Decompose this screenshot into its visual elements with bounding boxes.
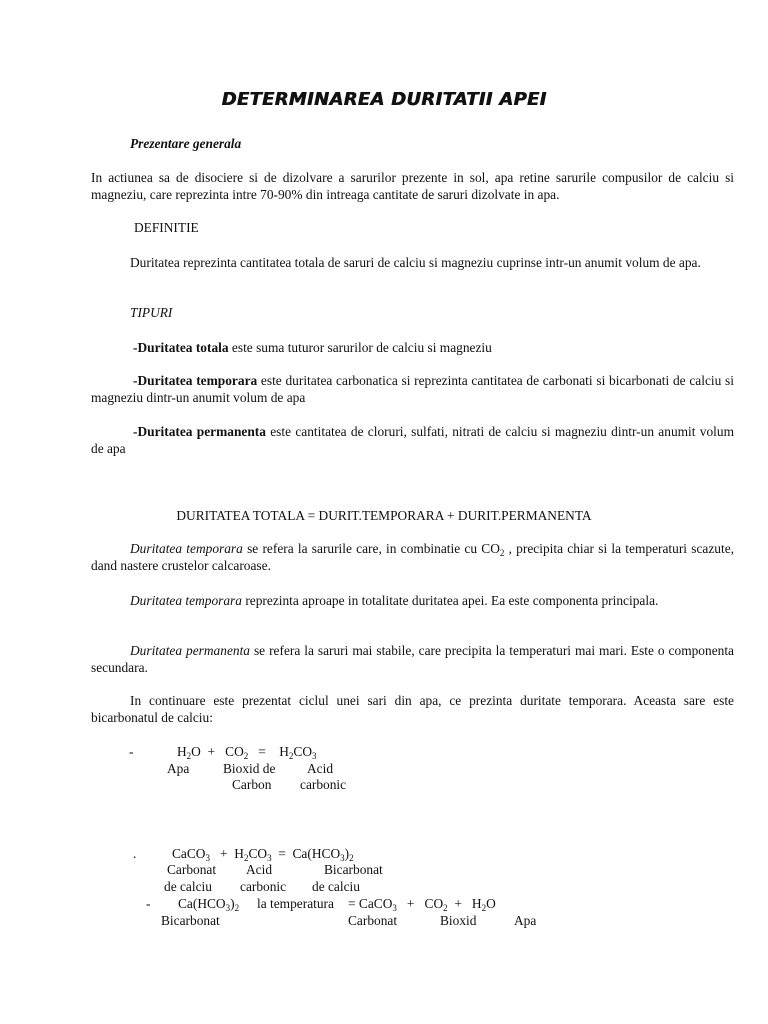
definition-paragraph: Duritatea reprezinta cantitatea totala de saruri de calciu si magneziu cuprinse intr-un anumit volum de apa.	[130, 255, 701, 270]
section-heading-definition: DEFINITIE	[134, 220, 199, 235]
reaction-label: Carbonat	[348, 913, 398, 928]
note-term: Duritatea permanenta	[130, 643, 250, 658]
intro-paragraph: In actiunea sa de disociere si de dizolvare a sarurilor prezente in sol, apa retine sarurile compusilor de calciu si magneziu, care reprezinta intre 70-90% din intreaga cantitate de saruri dizolvate in apa.	[91, 170, 734, 202]
reaction-label: carbonic	[240, 879, 287, 894]
reaction-label: Carbon	[232, 777, 272, 792]
note-paragraph-2: Duritatea temporara reprezinta aproape in totalitate duritatea apei. Ea este componenta principala.	[130, 593, 659, 608]
type-item-permanenta	[91, 424, 734, 457]
reaction-equation: CaCO$_3$ + $H_2CO_3 = Ca(HCO_3)_2$	[172, 846, 354, 863]
type-item-temporara	[91, 373, 734, 406]
reaction-label: Acid	[307, 761, 334, 776]
reaction-label: Bioxid de	[223, 761, 276, 776]
type-term: -Duritatea permanenta	[133, 424, 266, 439]
reaction-label: Apa	[167, 761, 190, 776]
reaction-label: Carbonat	[167, 862, 217, 877]
section-heading-intro: Prezentare generala	[130, 136, 242, 151]
reaction-reactant: $Ca(HCO_3)_2$	[178, 896, 240, 913]
reaction-bullet: -	[146, 896, 151, 911]
note-term: Duritatea temporara	[130, 541, 243, 556]
type-item-totala	[91, 340, 734, 357]
type-text: este duritatea carbonatica si reprezinta cantitatea de carbonati si bicarbonati de calciu si magneziu dintr-un anumit volum de apa	[91, 373, 734, 405]
type-text: este cantitatea de cloruri, sulfati, nitrati de calciu si magneziu dintr-un anumit volum de apa	[91, 424, 734, 456]
reaction-condition: la temperatura	[257, 896, 334, 911]
reaction-bullet: -	[129, 744, 134, 759]
reaction-label: Bicarbonat	[324, 862, 383, 877]
type-term: -Duritatea totala	[133, 340, 229, 355]
section-heading-types: TIPURI	[130, 305, 173, 320]
page-title: DETERMINAREA DURITATII APEI	[221, 89, 547, 110]
reaction-equation: $H_2O + CO_2$ = $H_2CO_3$	[177, 744, 317, 761]
reaction-label: carbonic	[300, 777, 347, 792]
reaction-bullet: .	[133, 846, 137, 861]
cycle-intro-paragraph: In continuare este prezentat ciclul unei sari din apa, ce prezinta duritate temporara. Aceasta sare este bicarbonatul de calciu:	[91, 693, 734, 725]
reaction-label: Acid	[246, 862, 273, 877]
note-term: Duritatea temporara	[130, 593, 242, 608]
reaction-label: Apa	[514, 913, 537, 928]
type-term: -Duritatea temporara	[133, 373, 258, 388]
reaction-label: Bioxid	[440, 913, 477, 928]
hardness-formula: DURITATEA TOTALA = DURIT.TEMPORARA + DURIT.PERMANENTA	[176, 508, 592, 523]
reaction-label: de calciu	[164, 879, 212, 894]
reaction-label: de calciu	[312, 879, 360, 894]
note-paragraph-3: Duritatea permanenta se refera la saruri mai stabile, care precipita la temperaturi mai mari. Este o componenta secundara.	[91, 643, 734, 675]
reaction-label: Bicarbonat	[161, 913, 220, 928]
note-paragraph-1: Duritatea temporara se refera la sarurile care, in combinatie cu $CO_2$ , precipita chiar si la temperaturi scazute, dand nastere crustelor calcaroase.	[91, 541, 734, 573]
type-text: este suma tuturor sarurilor de calciu si magneziu	[228, 340, 492, 355]
reaction-products: = CaCO$_3$ + $CO_2 + H_2O$	[348, 896, 496, 913]
